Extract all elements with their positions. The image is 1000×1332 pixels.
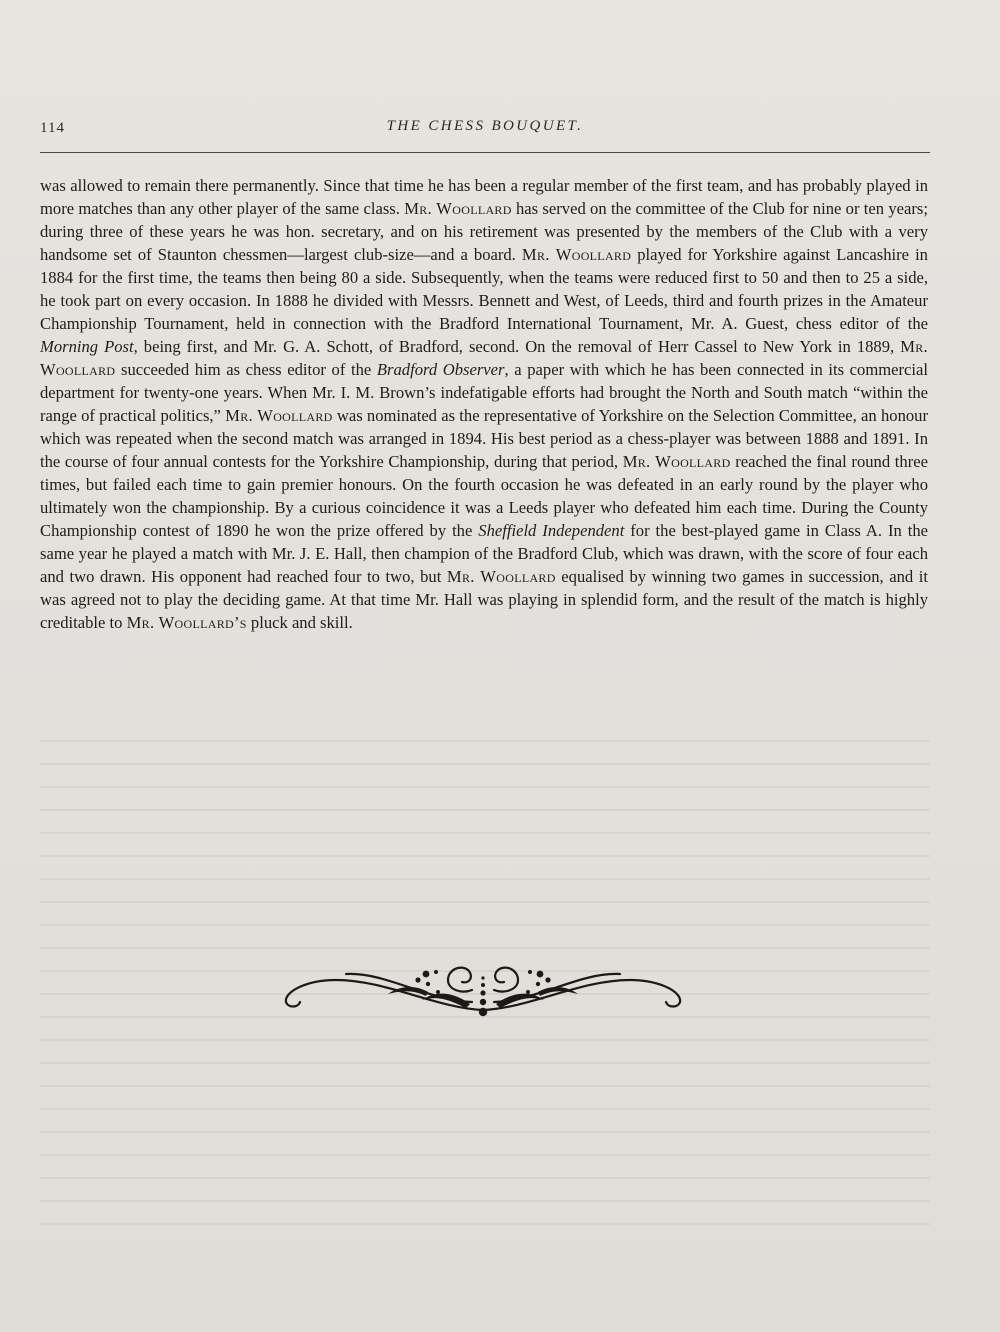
person-name: Mr. Woollard xyxy=(404,199,512,218)
header-rule xyxy=(40,152,930,153)
page-number: 114 xyxy=(40,120,65,136)
publication-title: Sheffield Independent xyxy=(478,521,625,540)
text-run: , a paper with which he has been connected in its commercial department for twenty-one years. When Mr. I. M. Brown’s indefatigable efforts had brought the North and South match “within the range of practical politics,” xyxy=(40,360,928,425)
person-name: Mr. Woollard xyxy=(446,567,556,586)
text-run: equalised by winning two games in succession, and it was agreed not to play the deciding game. At that time Mr. Hall was playing in splendid form, and the result of the match is highly creditable to xyxy=(40,567,928,632)
person-name-possessive: Mr. Woollard’s xyxy=(126,613,247,632)
text-run: has served on the committee of the Club for nine or ten years; during three of these years he was hon. secretary, and on his retirement was presented by the members of the Club with a very handsome set of Staunton chessmen—largest club-size—and a board. xyxy=(40,199,928,264)
running-title: THE CHESS BOUQUET. xyxy=(386,118,584,134)
body-text xyxy=(40,174,928,634)
text-run: for the best-played game in Class A. In the same year he played a match with Mr. J. E. Hall, then champion of the Bradford Club, which was drawn, with the score of four each and two drawn. His opponent had reached four to two, but xyxy=(40,521,928,586)
publication-title: Morning Post xyxy=(40,337,134,356)
text-run: reached the final round three times, but failed each time to gain premier honours. On the fourth occasion he was defeated in an early round by the player who ultimately won the championship. By a curious coincidence it was a Leeds player who defeated him each time. During the County Championship contest of 1890 he won the prize offered by the xyxy=(40,452,928,540)
person-name: Mr. Woollard xyxy=(622,452,731,471)
scroll-ornament-icon xyxy=(276,950,690,1020)
text-run: succeeded him as chess editor of the xyxy=(115,360,377,379)
text-run: played for Yorkshire against Lancashire in 1884 for the first time, the teams then being 80 a side. Subsequently, when the teams were reduced first to 50 and then to 25 a side, he took part on every occasion. In 1888 he divided with Messrs. Bennett and West, of Leeds, third and fourth prizes in the Amateur Championship Tournament, held in connection with the Bradford International Tournament, Mr. A. Guest, chess editor of the xyxy=(40,245,928,333)
page-header xyxy=(40,116,930,146)
text-run: , being first, and Mr. G. A. Schott, of Bradford, second. On the removal of Herr Cassel to New York in 1889, xyxy=(133,337,901,356)
publication-title: Bradford Observer xyxy=(376,360,505,379)
person-name: Mr. Woollard xyxy=(225,406,333,425)
text-run: was nominated as the representative of Yorkshire on the Selection Committee, an honour which was repeated when the second match was arranged in 1894. His best period as a chess-player was between 1888 and 1891. In the course of four annual contests for the Yorkshire Championship, during that period, xyxy=(40,406,928,471)
text-run: was allowed to remain there permanently. Since that time he has been a regular member of the first team, and has probably played in more matches than any other player of the same class. xyxy=(40,176,928,218)
person-name: Mr. Woollard xyxy=(521,245,632,264)
text-run: pluck and skill. xyxy=(246,613,353,632)
person-name: Mr. Woollard xyxy=(40,337,928,379)
paragraph xyxy=(40,174,928,634)
